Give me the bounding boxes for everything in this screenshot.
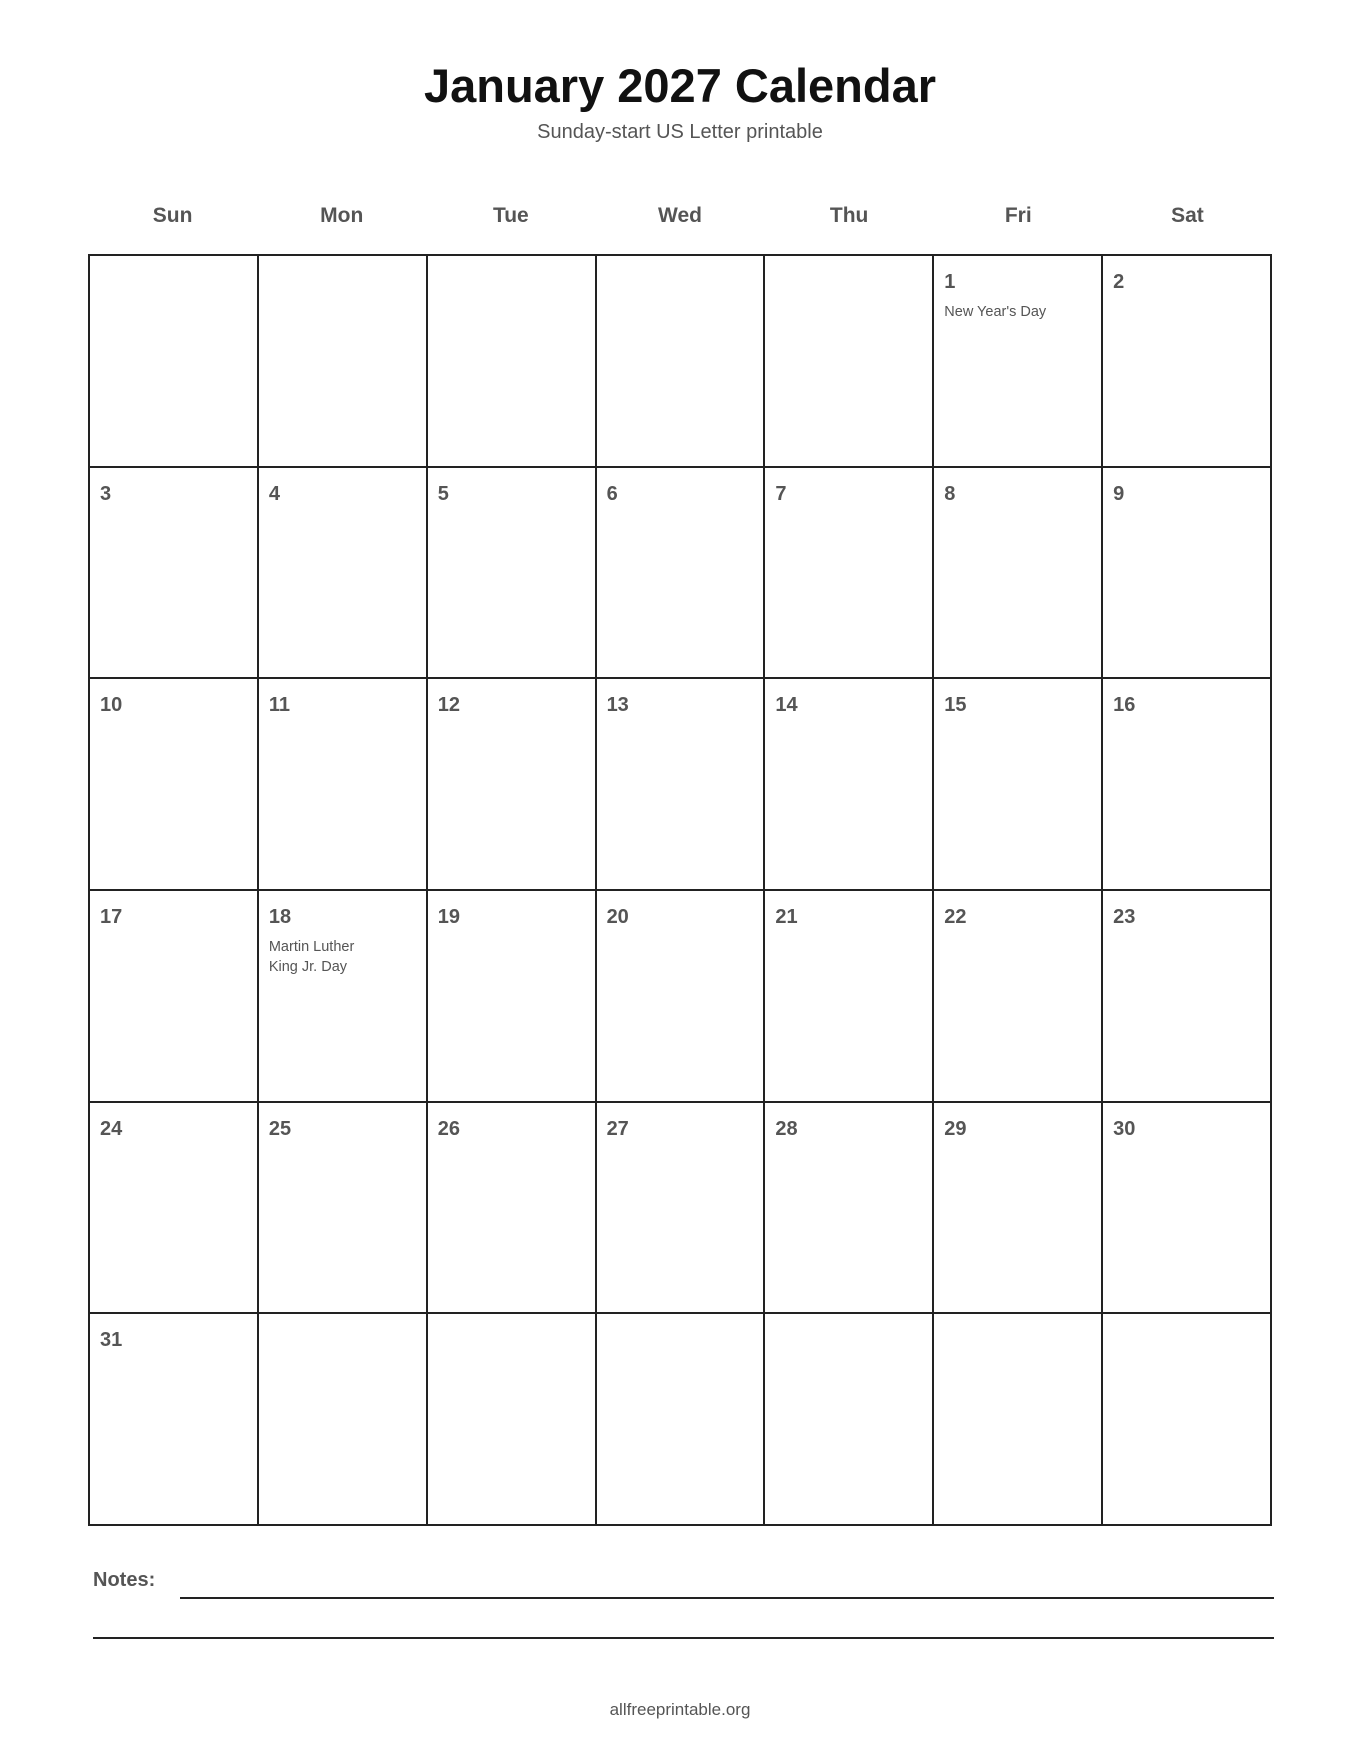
day-cell [765,1314,934,1526]
day-cell [428,1314,597,1526]
day-cell [597,679,766,891]
notes-line [180,1597,1274,1599]
day-cell [90,679,259,891]
day-number: 24 [100,1117,123,1140]
day-number: 27 [606,1117,629,1140]
day-cell [934,679,1103,891]
day-cell [90,891,259,1103]
day-number: 6 [606,482,618,505]
day-number: 21 [775,906,798,928]
day-cell [1103,468,1272,680]
day-number: 1 [944,271,956,293]
page-title: January 2027 Calendar [423,59,937,112]
day-number: 22 [944,906,967,928]
day-cell [934,1314,1103,1526]
weekday-wed: Wed [658,204,702,227]
day-cell [765,679,934,891]
weekday-thu: Thu [829,204,869,227]
day-number: 25 [268,1117,292,1140]
day-cell [597,1103,766,1315]
holiday-label: New Year's Day [944,304,1047,320]
calendar-grid [88,254,1272,1526]
day-cell [765,256,934,468]
day-number: 19 [437,906,460,928]
page-subtitle: Sunday-start US Letter printable [537,121,823,143]
day-cell [1103,256,1272,468]
weekday-sun: Sun [152,204,193,227]
day-number: 18 [268,906,292,928]
day-cell [428,891,597,1103]
day-number: 17 [100,906,123,928]
day-number: 9 [1113,482,1125,505]
day-cell [428,256,597,468]
day-number: 3 [100,482,112,505]
day-number: 11 [268,694,290,717]
day-number: 31 [100,1329,123,1352]
day-number: 15 [944,694,967,717]
day-cell [1103,1103,1272,1315]
notes-label: Notes: [93,1569,156,1591]
day-number: 30 [1113,1117,1136,1140]
weekday-sat: Sat [1171,204,1204,227]
holiday-label: Martin Luther King Jr. Day [268,939,355,975]
day-number: 16 [1113,694,1136,717]
day-number: 7 [775,482,787,505]
day-cell [428,468,597,680]
day-number: 10 [100,694,123,717]
day-number: 12 [437,694,460,717]
day-cell [597,1314,766,1526]
day-cell [1103,1314,1272,1526]
day-cell [1103,679,1272,891]
day-cell [934,468,1103,680]
day-number: 5 [437,482,449,505]
day-number: 2 [1113,271,1125,293]
day-number: 14 [775,694,798,717]
day-cell [90,1103,259,1315]
day-number: 29 [944,1117,967,1140]
day-cell [1103,891,1272,1103]
day-cell [90,468,259,680]
day-cell [259,1314,428,1526]
day-cell [259,891,428,1103]
day-number: 20 [606,906,629,928]
day-number: 8 [944,482,956,505]
footer-site: allfreeprintable.org [609,1700,751,1719]
weekday-header-row [88,203,1272,229]
day-cell [934,256,1103,468]
day-cell [259,468,428,680]
day-number: 4 [268,482,280,505]
day-cell [259,679,428,891]
day-cell [428,679,597,891]
day-cell [597,256,766,468]
day-cell [597,468,766,680]
day-cell [765,468,934,680]
day-number: 26 [437,1117,460,1140]
day-cell [90,256,259,468]
day-cell [934,891,1103,1103]
day-cell [90,1314,259,1526]
weekday-tue: Tue [492,204,529,227]
day-cell [259,1103,428,1315]
notes-line [93,1637,1274,1639]
day-number: 23 [1113,906,1136,928]
day-cell [765,891,934,1103]
day-cell [428,1103,597,1315]
day-cell [597,891,766,1103]
weekday-mon: Mon [320,204,364,227]
day-number: 13 [606,694,629,717]
day-cell [934,1103,1103,1315]
weekday-fri: Fri [1004,204,1032,227]
day-number: 28 [775,1117,798,1140]
day-cell [259,256,428,468]
day-cell [765,1103,934,1315]
